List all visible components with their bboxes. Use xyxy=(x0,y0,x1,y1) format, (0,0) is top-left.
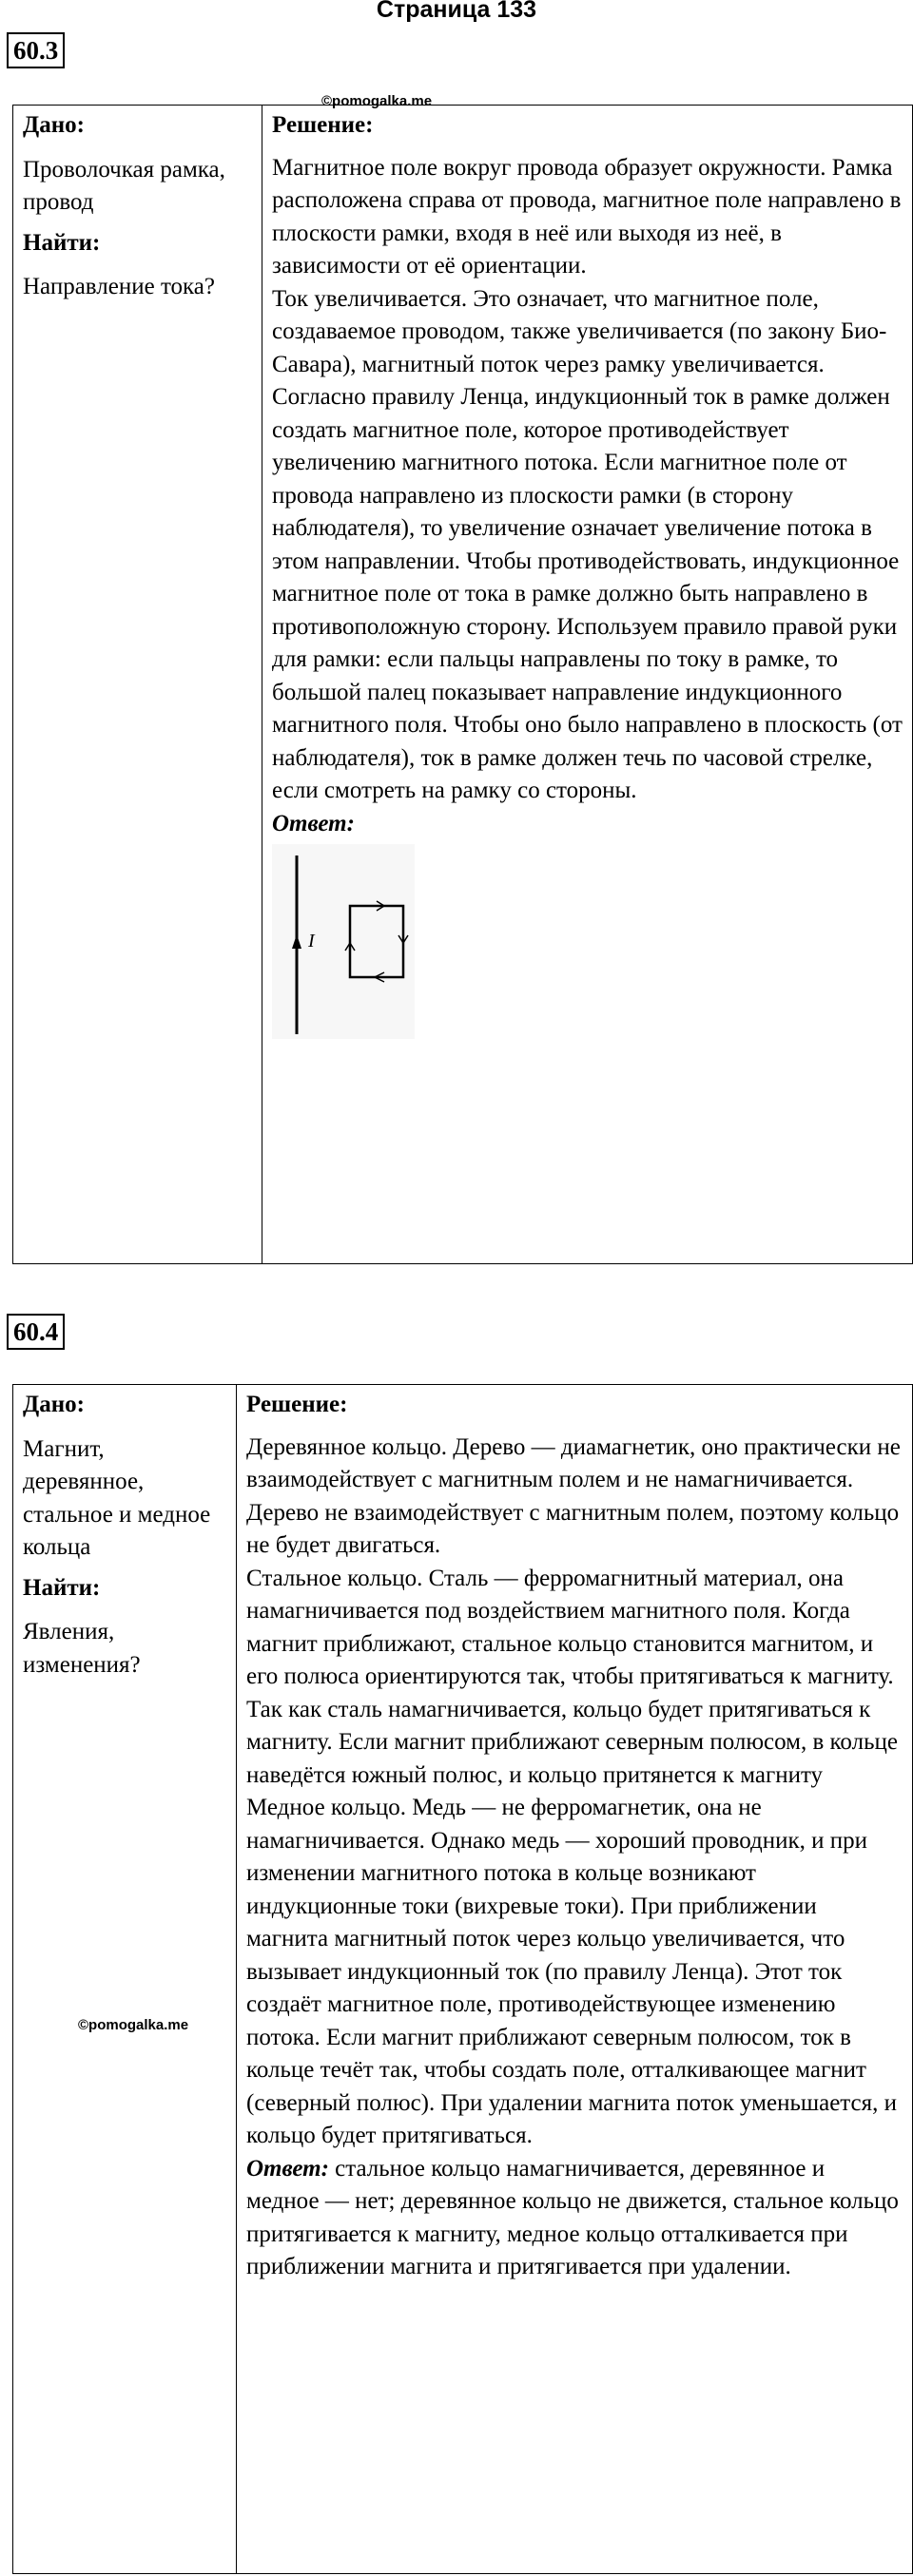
solution-paragraph: Магнитное поле вокруг провода образует окружности. Рамка расположена справа от провода, магнитное поле направлено в плоскости рамки, входя в неё или выходя из неё, в зависимости от её ориентации. xyxy=(272,154,902,279)
given-text: Проволочкая рамка, провод xyxy=(23,156,225,215)
given-cell xyxy=(13,106,262,1264)
watermark: ©pomogalka.me xyxy=(78,2017,189,2033)
answer-figure xyxy=(272,844,415,1039)
given-text: Магнит, деревянное, стальное и медное кольца xyxy=(23,1435,211,1560)
page-title: Страница 133 xyxy=(376,0,537,23)
task-number-60-3: 60.3 xyxy=(7,32,65,68)
given-cell xyxy=(13,1385,237,2574)
solution-paragraph: Стальное кольцо. Сталь — ферромагнитный материал, она намагничивается под воздействием магнитного поля. Когда магнит приближают, стальное кольцо становится магнитом, и его полюса ориентируются так, чтобы притягиваться к магниту. Так как сталь намагничивается, кольцо будет притягиваться к магниту. Если магнит приближают северным полюсом, в кольце наведётся южный полюс, и кольцо притянется к магниту xyxy=(246,1565,898,1788)
solution-paragraph: Медное кольцо. Медь — не ферромагнетик, она не намагничивается. Однако медь — хороший проводник, и при изменении магнитного потока в кольце возникают индукционные токи (вихревые токи). При приближении магнита магнитный поток через кольцо увеличивается, что вызывает индукционный ток (по правилу Ленца). Этот ток создаёт магнитное поле, противодействующее изменению потока. Если магнит приближают северным полюсом, ток в кольце течёт так, чтобы создать поле, отталкивающее магнит (северный полюс). При удалении магнита поток уменьшается, и кольцо будет притягиваться. xyxy=(246,1795,897,2148)
solution-cell xyxy=(237,1385,913,2574)
solution-paragraph: Ток увеличивается. Это означает, что магнитное поле, создаваемое проводом, также увеличивается (по закону Био-Савара), магнитный поток через рамку увеличивается. Согласно правилу Ленца, индукционный ток в рамке должен создать магнитное поле, которое противодействует увеличению магнитного потока. Если магнитное поле от провода направлено из плоскости рамки (в сторону наблюдателя), то увеличение означает увеличение потока в этом направлении. Чтобы противодействовать, индукционное магнитное поле от тока в рамке должно быть направлено в противоположную сторону. Используем правило правой руки для рамки: если пальцы направлены по току в рамке, то большой палец показывает направление индукционного магнитного поля. Чтобы оно было направлено в плоскость (от наблюдателя), ток в рамке должен течь по часовой стрелке, если смотреть на рамку со стороны. xyxy=(272,285,903,803)
given-label: Дано: xyxy=(23,112,85,138)
find-text: Явления, изменения? xyxy=(23,1619,141,1678)
answer-label: Ответ: xyxy=(272,810,355,836)
solution-paragraph: Деревянное кольцо. Дерево — диамагнетик, оно практически не взаимодействует с магнитным полем и не намагничивается. Дерево не взаимодействует с магнитным полем, поэтому кольцо не будет двигаться. xyxy=(246,1433,901,1558)
current-label: I xyxy=(308,931,315,952)
given-label: Дано: xyxy=(23,1392,85,1417)
find-text: Направление тока? xyxy=(23,274,216,299)
solution-label: Решение: xyxy=(246,1392,348,1417)
answer xyxy=(246,2153,903,2284)
task-table-60-4 xyxy=(12,1384,913,2574)
solution-label: Решение: xyxy=(272,112,374,138)
figure-background xyxy=(272,844,415,1039)
find-label: Найти: xyxy=(23,1574,101,1601)
solution-cell xyxy=(262,106,913,1264)
answer-text: стальное кольцо намагничивается, деревянное и медное — нет; деревянное кольцо не движется, стальное кольцо притягивается к магниту, медное кольцо отталкивается при приближении магнита и притягивается при удалении. xyxy=(246,2155,899,2279)
task-table-60-3 xyxy=(12,105,913,1264)
task-number-60-4: 60.4 xyxy=(7,1314,65,1350)
find-label: Найти: xyxy=(23,229,101,256)
watermark: ©pomogalka.me xyxy=(321,93,433,109)
answer-label: Ответ: xyxy=(246,2155,329,2182)
